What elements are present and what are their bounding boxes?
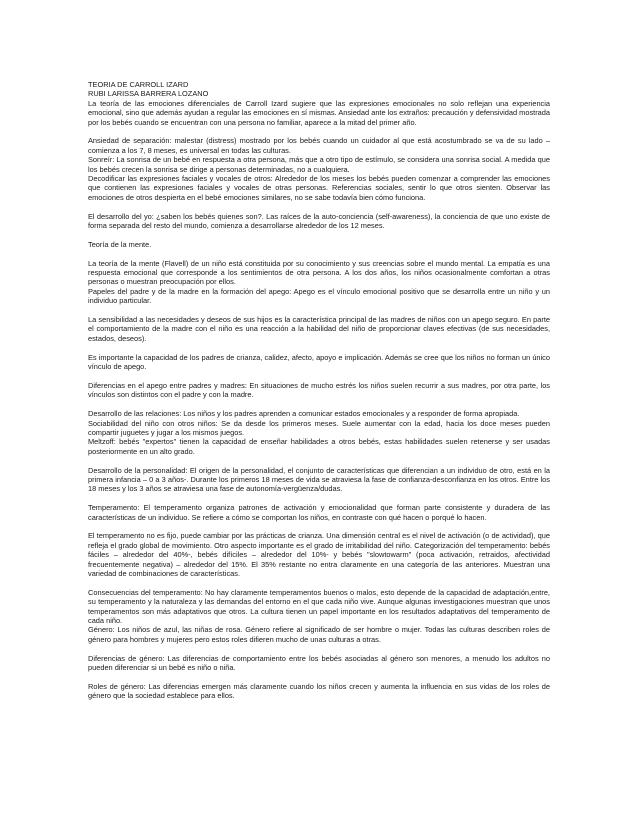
- paragraph: Diferencias en el apego entre padres y madres: En situaciones de mucho estrés los niños suelen recurrir a sus madres, por otra parte, los vínculos son distintos con el padre y con la madre.: [88, 380, 550, 400]
- paragraph: Desarrollo de la personalidad: El origen de la personalidad, el conjunto de características que diferencian a un individuo de otro, está en la primera infancia – 0 a 3 años-. Durante los primeros 18 meses de vida se atraviesa la fase de confianza-desconfianza en los otros. Entre los 18 meses y los 3 años se atraviesa una fase de autonomía-vergüenza/dudas.: [88, 465, 550, 494]
- document-author: RUBI LARISSA BARRERA LOZANO: [88, 89, 209, 99]
- paragraph: Es importante la capacidad de los padres de crianza, calidez, afecto, apoyo e implicación. Además se cree que los niños no forman un único vínculo de apego.: [88, 352, 550, 372]
- paragraph: Desarrollo de las relaciones: Los niños y los padres aprenden a comunicar estados emocionales y a responder de forma apropiada. Sociabilidad del niño con otros niños: Se da desde los primeros meses. Suele aumentar con la edad, hacia los doce meses pueden compartir juguetes y jugar a los mismos juegos. Meltzoff: bebés "expertos" tienen la capacidad de enseñar habilidades a otros bebés, estas habilidades suelen retenerse y ser usadas posteriormente en un alto grado.: [88, 409, 550, 456]
- paragraph-list: [88, 99, 550, 701]
- paragraph: Consecuencias del temperamento: No hay claramente temperamentos buenos o malos, esto depende de la capacidad de adaptación,entre, su temperamento y la naturaleza y las demandas del entorno en el que cada niño vive. Aunque algunas investigaciones muestran que unos temperamentos son más adaptativos que otros. La cultura tienen un papel importante en los resultados adaptativos del temperamento de cada niño. Género: Los niños de azul, las niñas de rosa. Género refiere al significado de ser hombre o mujer. Todas las culturas describen roles de género para hombres y mujeres pero estos roles difieren mucho de unas culturas a otras.: [88, 587, 550, 644]
- paragraph: El desarrollo del yo: ¿saben los bebés quienes son?. Las raíces de la auto-conciencia (self-awareness), la conciencia de que uno existe de forma separada del resto del mundo, comienza a desarrollarse alrededor de los 12 meses.: [88, 211, 550, 231]
- paragraph: La teoría de la mente (Flavell) de un niño está constituida por su conocimiento y sus creencias sobre el mundo mental. La empatía es una respuesta emocional que corresponde a los sentimientos de otra persona. A los dos años, los niños ocasionalmente comfortan a otras personas o muestran preocupación por ellos. Papeles del padre y de la madre en la formación del apego: Apego es el vínculo emocional positivo que se desarrolla entre un niño y un individuo particular.: [88, 258, 550, 306]
- paragraph: Roles de género: Las diferencias emergen más claramente cuando los niños crecen y aumenta la influencia en sus vidas de los roles de género que la sociedad establece para ellos.: [88, 681, 550, 701]
- paragraph: El temperamento no es fijo, puede cambiar por las prácticas de crianza. Una dimensión central es el nivel de activación (o de actividad), que refleja el grado global de movimiento. Otro aspecto importante es el grado de irritabilidad del niño. Categorización del temperamento: bebés fáciles – alrededor del 40%-, bebés difíciles – alrededor del 10%- y bebés "slowtowarm" (poca activación, retraidos, afectividad frecuentemente negativa) – alrededor del 15%. El 35% restante no entra claramente en una categoría de las anteriores. Muestran una variedad de combinaciones de características.: [88, 531, 550, 578]
- paragraph: La sensibilidad a las necesidades y deseos de sus hijos es la característica principal de las madres de niños con un apego seguro. En parte el comportamiento de la madre con el niño es una reacción a la habilidad del niño de proporcionar claves efectivas (de sus necesidades, estados, deseos).: [88, 315, 550, 343]
- paragraph: La teoría de las emociones diferenciales de Carroll Izard sugiere que las expresiones emocionales no solo reflejan una experiencia emocional, sino que además ayudan a regular las emociones en sí mismas. Ansiedad ante los extraños: precaución y defensividad mostrada por los bebés cuando se encuentran con una persona no familiar, aparece a la mitad del primer año.: [88, 98, 550, 127]
- paragraph: Temperamento: El temperamento organiza patrones de activación y emocionalidad que forman parte consistente y duradera de las características de un individuo. Se refiere a cómo se comportan los niños, en contraste con qué hacen o porqué lo hacen.: [88, 503, 550, 522]
- document-title: TEORIA DE CARROLL IZARD: [88, 80, 189, 89]
- paragraph: Teoría de la mente.: [88, 239, 152, 249]
- paragraph: Ansiedad de separación: malestar (distress) mostrado por los bebés cuando un cuidador al que está acostumbrado se va de su lado – comienza a los 7, 8 meses, es universal en todas las culturas. Sonreír: La sonrisa de un bebé en respuesta a otra persona, más que a otro tipo de estímulo, se considera una sonrisa social. A medida que los bebés crecen la sonrisa se dirige a personas determinadas, no a cualquiera. Decodificar las expresiones faciales y vocales de otros: Alrededor de los meses los bebés pueden comenzar a comprender las emociones que contienen las expresiones faciales y vocales de otras personas. Referencias sociales, sentir lo que otros sienten. Observar las emociones de otros despierta en el bebé emociones similares, no se sabe todavía bien cómo funciona.: [88, 136, 550, 202]
- paragraph: Diferencias de género: Las diferencias de comportamiento entre los bebés asociadas al género son menores, a menudo los adultos no pueden diferenciar si un bebé es niño o niña.: [88, 653, 550, 672]
- document-body: [88, 80, 550, 710]
